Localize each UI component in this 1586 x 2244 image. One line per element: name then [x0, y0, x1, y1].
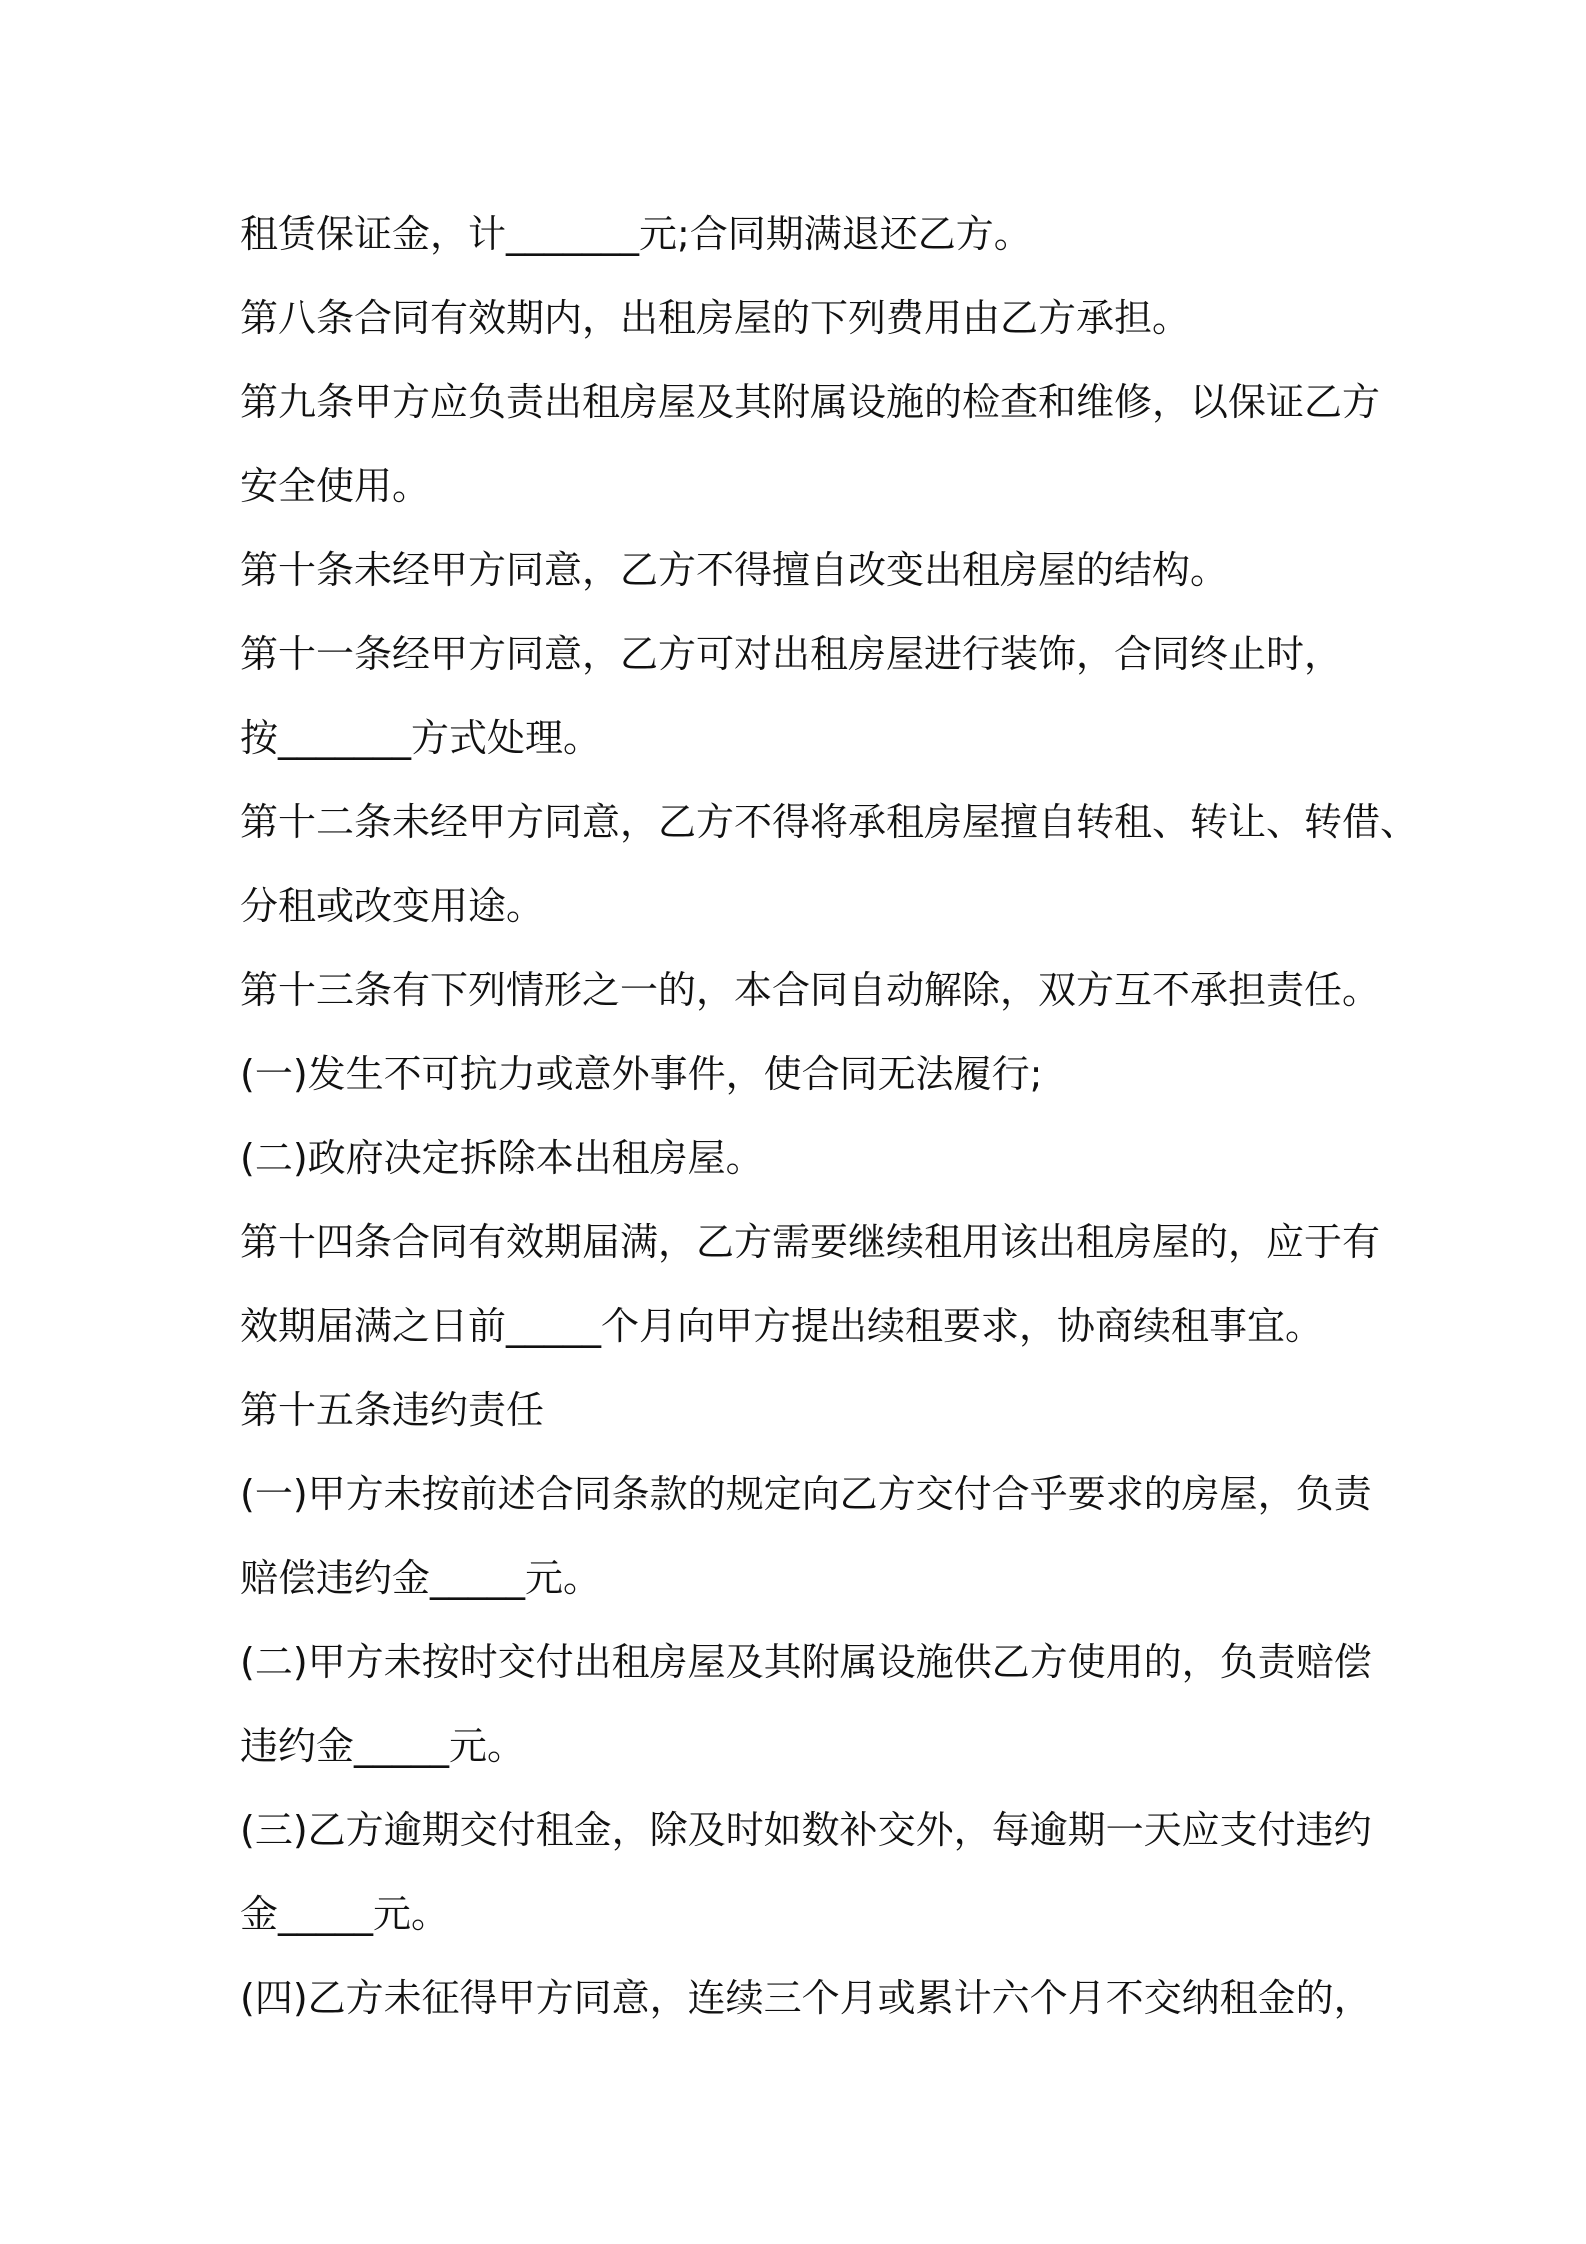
text-line: (三)乙方逾期交付租金，除及时如数补交外，每逾期一天应支付违约: [240, 1808, 1372, 1852]
text-line: 第十三条有下列情形之一的，本合同自动解除，双方互不承担责任。: [240, 968, 1381, 1012]
text-line: 赔偿违约金_____元。: [240, 1556, 602, 1600]
text-line: 违约金_____元。: [240, 1724, 526, 1768]
text-line: (一)发生不可抗力或意外事件，使合同无法履行;: [240, 1052, 1043, 1096]
text-line: 第十五条违约责任: [240, 1388, 545, 1432]
text-line: 按_______方式处理。: [240, 716, 602, 760]
text-line: 第九条甲方应负责出租房屋及其附属设施的检查和维修，以保证乙方: [240, 380, 1381, 424]
text-line: 第十条未经甲方同意，乙方不得擅自改变出租房屋的结构。: [240, 548, 1229, 592]
text-line: 效期届满之日前_____个月向甲方提出续租要求，协商续租事宜。: [240, 1304, 1324, 1348]
text-line: 金_____元。: [240, 1892, 450, 1936]
text-line: 第十二条未经甲方同意，乙方不得将承租房屋擅自转租、转让、转借、: [240, 800, 1419, 844]
text-line: 第十一条经甲方同意，乙方可对出租房屋进行装饰，合同终止时，: [240, 632, 1343, 676]
text-line: (四)乙方未征得甲方同意，连续三个月或累计六个月不交纳租金的，: [240, 1976, 1372, 2020]
text-line: 第十四条合同有效期届满，乙方需要继续租用该出租房屋的，应于有: [240, 1220, 1381, 1264]
text-line: (二)甲方未按时交付出租房屋及其附属设施供乙方使用的，负责赔偿: [240, 1640, 1372, 1684]
text-line: 安全使用。: [240, 464, 431, 508]
text-line: 租赁保证金，计_______元;合同期满退还乙方。: [240, 212, 1032, 256]
contract-text: [240, 192, 1419, 2040]
text-line: 分租或改变用途。: [240, 884, 545, 928]
text-line: (二)政府决定拆除本出租房屋。: [240, 1136, 764, 1180]
text-line: (一)甲方未按前述合同条款的规定向乙方交付合乎要求的房屋，负责: [240, 1472, 1372, 1516]
text-line: 第八条合同有效期内，出租房屋的下列费用由乙方承担。: [240, 296, 1191, 340]
